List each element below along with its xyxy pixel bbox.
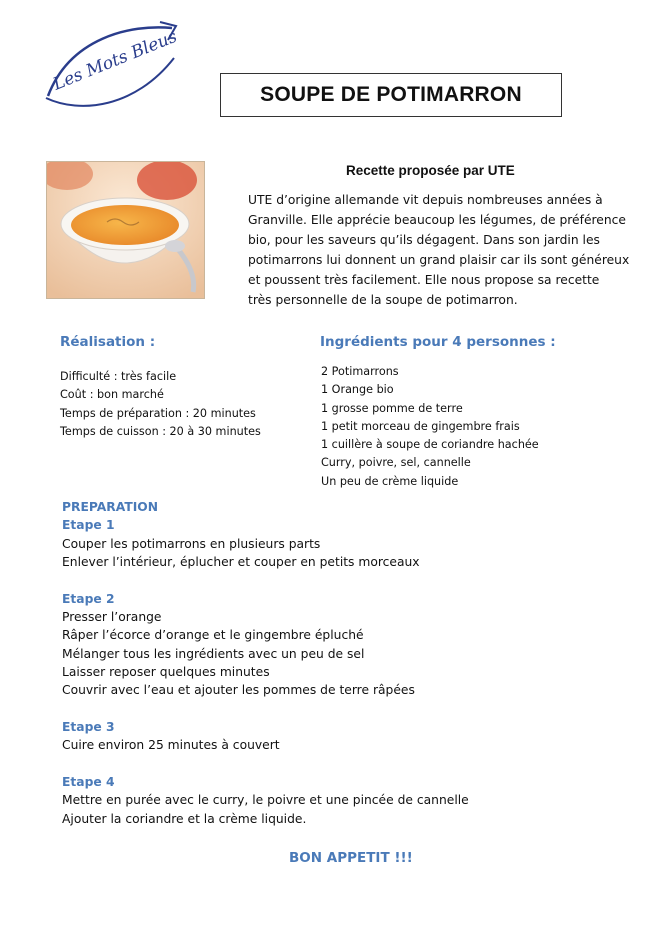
list-item: Temps de cuisson : 20 à 30 minutes (60, 424, 261, 438)
step-line: Mettre en purée avec le curry, le poivre et une pincée de cannelle (62, 793, 469, 808)
step-title: Etape 3 (62, 719, 115, 734)
list-item: 2 Potimarrons (321, 365, 399, 378)
step-line: Laisser reposer quelques minutes (62, 664, 270, 679)
preparation-heading: PREPARATION (62, 500, 159, 514)
list-item: Coût : bon marché (60, 388, 164, 402)
intro-line: bio, pour les saveurs qu’ils dégagent. Dans son jardin les (248, 233, 600, 247)
list-item: Curry, poivre, sel, cannelle (321, 456, 471, 470)
intro-line: Granville. Elle apprécie beaucoup les légumes, de préférence (248, 213, 626, 227)
intro-line: très personnelle de la soupe de potimarron. (248, 293, 518, 307)
intro-line: et poussent très facilement. Elle nous propose sa recette (248, 273, 600, 287)
step-title: Etape 2 (62, 591, 115, 606)
step-line: Enlever l’intérieur, éplucher et couper en petits morceaux (62, 554, 420, 569)
list-item: 1 petit morceau de gingembre frais (321, 419, 520, 433)
soup-photo (46, 161, 205, 299)
step-line: Couvrir avec l’eau et ajouter les pommes de terre râpées (62, 683, 415, 698)
closing-text: BON APPETIT !!! (289, 850, 413, 866)
list-item: Temps de préparation : 20 minutes (60, 406, 256, 420)
list-item: Un peu de crème liquide (321, 474, 459, 488)
list-item: 1 grosse pomme de terre (321, 401, 463, 415)
page-title: SOUPE DE POTIMARRON (220, 73, 562, 117)
step-title: Etape 4 (62, 775, 115, 790)
list-item: 1 cuillère à soupe de coriandre hachée (321, 438, 539, 452)
step-line: Cuire environ 25 minutes à couvert (62, 738, 280, 753)
step-line: Mélanger tous les ingrédients avec un peu de sel (62, 646, 365, 661)
step-line: Presser l’orange (62, 609, 162, 624)
recipe-author-heading: Recette proposée par UTE (346, 163, 515, 178)
step-line: Râper l’écorce d’orange et le gingembre épluché (62, 628, 364, 643)
ingredients-heading: Ingrédients pour 4 personnes : (320, 334, 556, 350)
intro-line: UTE d’origine allemande vit depuis nombreuses années à (248, 193, 603, 207)
ingredients-list (321, 363, 539, 491)
logo-text: Les Mots Bleus (50, 26, 180, 95)
step-line: Couper les potimarrons en plusieurs parts (62, 536, 321, 551)
preparation-section (62, 498, 469, 828)
list-item: 1 Orange bio (321, 383, 394, 397)
realisation-list (60, 368, 261, 441)
intro-line: potimarrons lui donnent un grand plaisir car ils sont généreux (248, 253, 630, 267)
step-title: Etape 1 (62, 518, 115, 533)
step-line: Ajouter la coriandre et la crème liquide. (62, 811, 307, 826)
les-mots-bleus-logo (40, 18, 180, 122)
intro-paragraph (248, 190, 638, 310)
realisation-heading: Réalisation : (60, 334, 156, 350)
list-item: Difficulté : très facile (60, 370, 177, 383)
